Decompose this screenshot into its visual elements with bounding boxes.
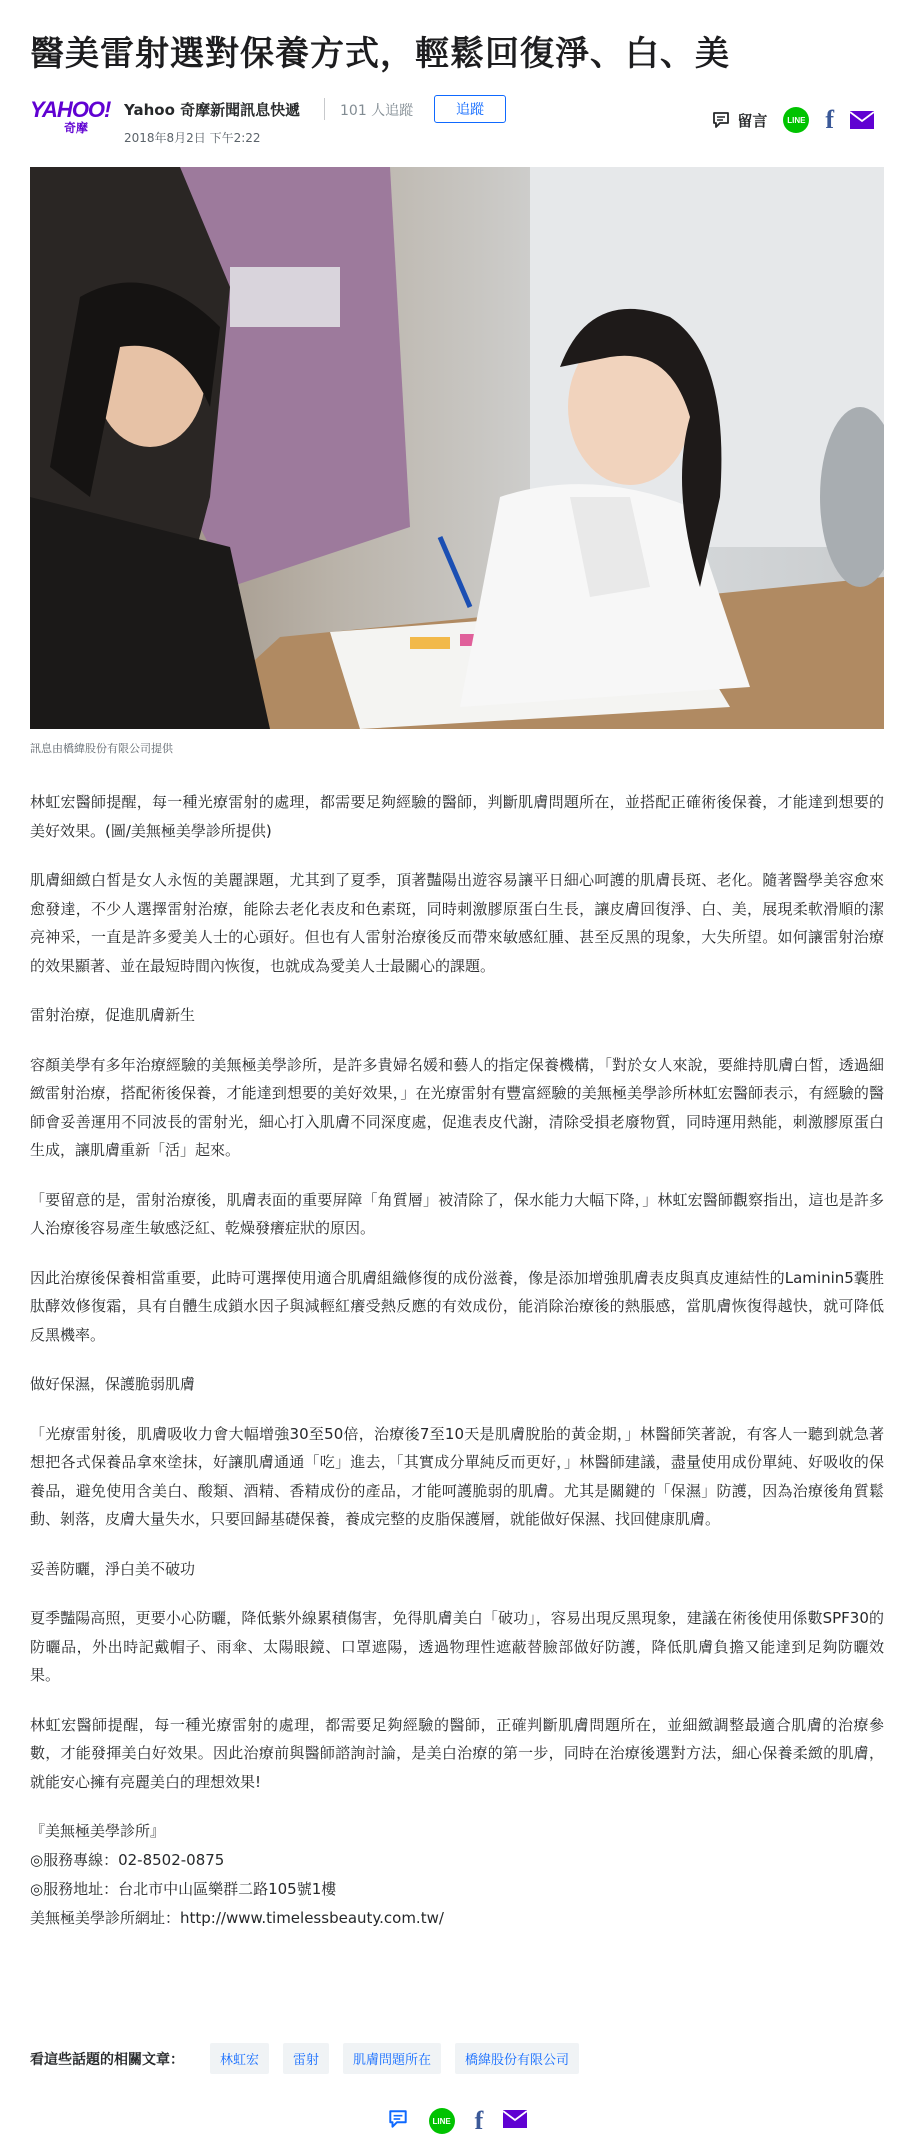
paragraph: 「光療雷射後，肌膚吸收力會大幅增強30至50倍，治療後7至10天是肌膚脫胎的黃金期，」林醫師笑著說，有客人一聽到就急著想把各式保養品拿來塗抹，好讓肌膚通通「吃」進去，「其實成分單純反而更好，」林醫師建議，盡量使用成份單純、好吸收的保養品，避免使用含美白、酸類、酒精、香精成份的產品，才能呵護脆弱的肌膚。尤其是關鍵的「保濕」防護，因為治療後角質鬆動、剝落，皮膚大量失水，只要回歸基礎保養，養成完整的皮脂保護層，就能做好保濕、找回健康肌膚。 — [30, 1424, 884, 1528]
provider-name[interactable]: Yahoo 奇摩新聞訊息快遞 — [124, 101, 301, 119]
article-body — [30, 788, 884, 1933]
email-icon — [503, 2110, 527, 2128]
image-caption: 訊息由橋緯股份有限公司提供 — [30, 742, 173, 755]
facebook-icon: f — [825, 105, 834, 134]
article-hero-image — [30, 167, 884, 729]
byline-divider — [324, 98, 325, 120]
comment-icon — [387, 2108, 409, 2130]
follow-button[interactable]: 追蹤 — [434, 95, 506, 123]
paragraph: 容顏美學有多年治療經驗的美無極美學診所，是許多貴婦名媛和藝人的指定保養機構，「對於女人來說，要維持肌膚白皙，透過細緻雷射治療，搭配術後保養，才能達到想要的美好效果，」在光療雷射有豐富經驗的美無極美學診所林虹宏醫師表示，有經驗的醫師會妥善運用不同波長的雷射光，細心打入肌膚不同深度處，促進表皮代謝，清除受損老廢物質，同時運用熱能，刺激膠原蛋白生成，讓肌膚重新「活」起來。 — [30, 1055, 884, 1159]
related-tags — [30, 2043, 593, 2074]
tag-link[interactable]: 林虹宏 — [210, 2043, 269, 2074]
follower-count: 101 人追蹤 — [340, 103, 414, 119]
comment-icon — [711, 110, 731, 130]
article-title: 醫美雷射選對保養方式，輕鬆回復淨、白、美 — [30, 34, 730, 74]
byline — [30, 93, 884, 149]
provider-logo[interactable] — [30, 97, 112, 136]
clinic-phone: ◎服務專線：02-8502-0875 — [30, 1851, 225, 1869]
bottom-share-bar — [0, 2108, 914, 2134]
paragraph: 林虹宏醫師提醒，每一種光療雷射的處理，都需要足夠經驗的醫師，正確判斷肌膚問題所在，並細緻調整最適合肌膚的治療參數，才能發揮美白好效果。因此治療前與醫師諮詢討論，是美白治療的第一步，同時在治療後選對方法，細心保養柔緻的肌膚，就能安心擁有亮麗美白的理想效果! — [30, 1715, 884, 1791]
line-icon: LINE — [783, 107, 809, 133]
tag-link[interactable]: 肌膚問題所在 — [343, 2043, 441, 2074]
paragraph: 林虹宏醫師提醒，每一種光療雷射的處理，都需要足夠經驗的醫師，判斷肌膚問題所在，並搭配正確術後保養，才能達到想要的美好效果。(圖/美無極美學診所提供) — [30, 793, 884, 840]
share-actions — [695, 107, 874, 133]
paragraph: 肌膚細緻白皙是女人永恆的美麗課題，尤其到了夏季，頂著豔陽出遊容易讓平日細心呵護的肌膚長斑、老化。隨著醫學美容愈來愈發達，不少人選擇雷射治療，能除去老化表皮和色素斑，同時刺激膠原蛋白生長，讓皮膚回復淨、白、美，展現柔軟滑順的潔亮神采，一直是許多愛美人士的心頭好。但也有人雷射治療後反而帶來敏感紅腫、甚至反黑的現象，大失所望。如何讓雷射治療的效果顯著、並在最短時間內恢復，也就成為愛美人士最關心的課題。 — [30, 871, 884, 975]
clinic-address: ◎服務地址：台北市中山區樂群二路105號1樓 — [30, 1880, 337, 1898]
share-line-button[interactable] — [783, 107, 809, 133]
bottom-share-line-button[interactable] — [429, 2108, 455, 2134]
paragraph: 因此治療後保養相當重要，此時可選擇使用適合肌膚組織修復的成份滋養，像是添加增強肌膚表皮與真皮連結性的Laminin5囊胜肽酵效修復霜，具有自體生成鎖水因子與減輕紅癢受熱反應的有效成份，能消除治療後的熱脹感，當肌膚恢復得越快，就可降低反黑機率。 — [30, 1268, 884, 1344]
clinic-name: 『美無極美學診所』 — [30, 1822, 166, 1840]
share-email-button[interactable] — [850, 111, 874, 129]
line-icon: LINE — [429, 2108, 455, 2134]
yahoo-logo-sub: 奇摩 — [64, 121, 89, 135]
bottom-comment-button[interactable] — [387, 2108, 409, 2134]
yahoo-logo-text: YAHOO! — [30, 97, 111, 122]
tag-link[interactable]: 橋緯股份有限公司 — [455, 2043, 579, 2074]
paragraph: 夏季豔陽高照，更要小心防曬，降低紫外線累積傷害，免得肌膚美白「破功」，容易出現反黑現象，建議在術後使用係數SPF30的防曬品，外出時記戴帽子、雨傘、太陽眼鏡、口罩遮陽，透過物理性遮蔽替臉部做好防護，降低肌膚負擔又能達到足夠防曬效果。 — [30, 1609, 884, 1684]
comment-label: 留言 — [737, 111, 768, 130]
comment-button[interactable] — [711, 110, 767, 131]
publish-date: 2018年8月2日 下午2:22 — [124, 131, 261, 145]
clinic-consultation-photo — [30, 167, 884, 729]
contact-block — [30, 1817, 884, 1933]
tag-link[interactable]: 雷射 — [283, 2043, 329, 2074]
share-facebook-button[interactable] — [825, 107, 834, 133]
related-tags-label: 看這些話題的相關文章： — [30, 2051, 184, 2068]
section-heading: 做好保濕，保護脆弱肌膚 — [30, 1375, 196, 1393]
section-heading: 雷射治療，促進肌膚新生 — [30, 1006, 196, 1024]
bottom-share-email-button[interactable] — [503, 2110, 527, 2132]
bottom-share-facebook-button[interactable] — [475, 2108, 484, 2134]
paragraph: 「要留意的是，雷射治療後，肌膚表面的重要屏障「角質層」被清除了，保水能力大幅下降，」林虹宏醫師觀察指出，這也是許多人治療後容易產生敏感泛紅、乾燥發癢症狀的原因。 — [30, 1190, 884, 1237]
clinic-website[interactable]: 美無極美學診所網址：http://www.timelessbeauty.com.tw/ — [30, 1909, 444, 1927]
section-heading: 妥善防曬，淨白美不破功 — [30, 1559, 196, 1578]
email-icon — [850, 111, 874, 129]
facebook-icon: f — [474, 2106, 484, 2135]
